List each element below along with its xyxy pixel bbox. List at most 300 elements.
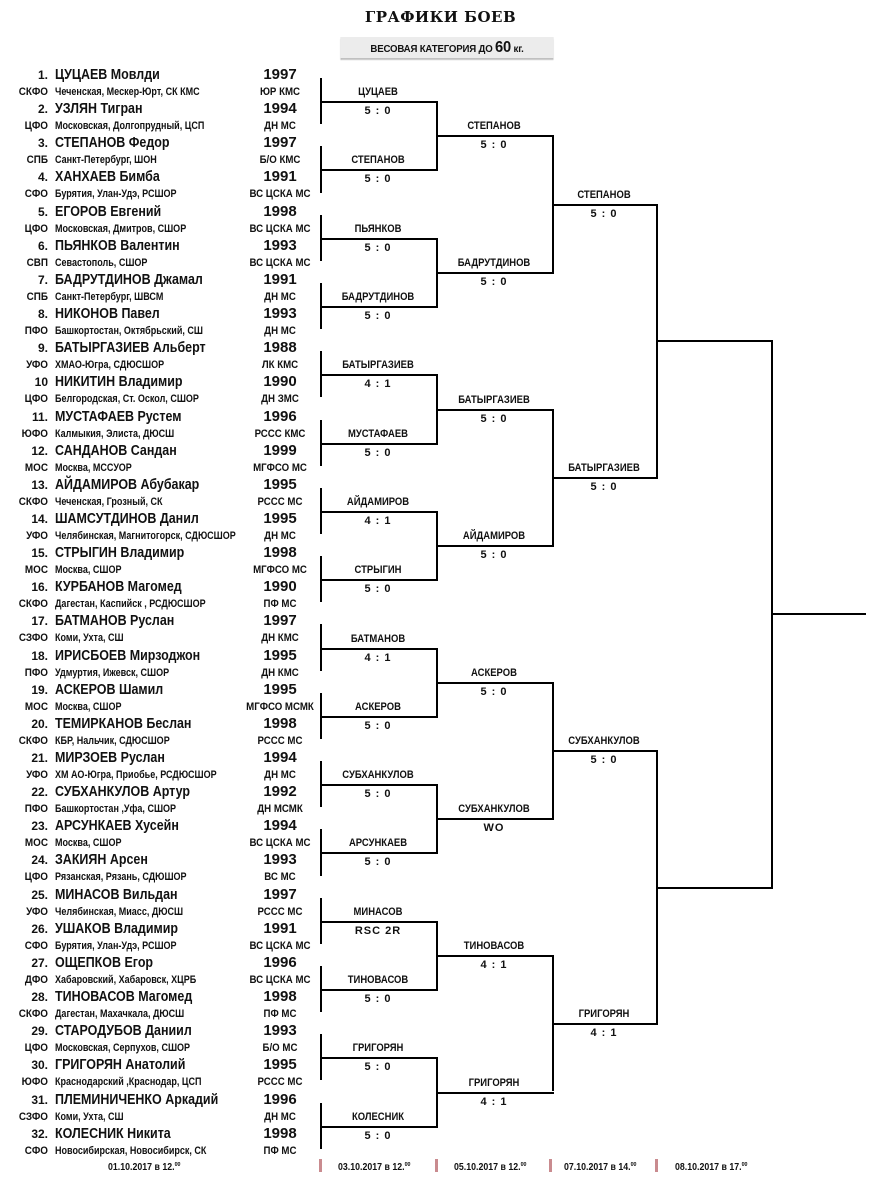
- bout-score-label: 5 : 0: [480, 275, 508, 288]
- date-round-3: 05.10.2017 в 12.00: [454, 1162, 527, 1173]
- fighter-rank: ДН КМС: [261, 632, 299, 645]
- fighter-name: НИКИТИН Владимир: [55, 374, 183, 391]
- fighter-number: 25.: [31, 887, 48, 902]
- fighter-federal-district: СФО: [24, 1144, 48, 1157]
- fighter-birth-year: 1999: [263, 441, 297, 459]
- date-separator: [435, 1159, 438, 1172]
- fighter-name: СТРЫГИН Владимир: [55, 545, 185, 562]
- date-round-5: 08.10.2017 в 17.00: [675, 1162, 748, 1173]
- bout-winner-label: АСКЕРОВ: [471, 666, 517, 679]
- fighter-row: [0, 511, 320, 545]
- bout-winner-label: МУСТАФАЕВ: [348, 427, 408, 440]
- fighter-birth-year: 1991: [263, 168, 297, 186]
- fighter-number: 2.: [37, 102, 48, 117]
- fighter-name: СУБХАНКУЛОВ Артур: [55, 784, 190, 801]
- fighter-name: ХАНХАЕВ Бимба: [55, 169, 160, 186]
- fighter-rank: ДН МС: [264, 290, 296, 303]
- bout-winner-label: КОЛЕСНИК: [351, 1110, 405, 1123]
- bout-winner-label: БАТЫРГАЗИЕВ: [342, 359, 414, 372]
- fighter-rank: МГФСО МС: [253, 461, 307, 474]
- fighter-row: [0, 238, 320, 272]
- fighter-rank: ДН МС: [264, 1110, 296, 1123]
- fighter-club: Чеченская, Грозный, СК: [55, 495, 163, 508]
- fighter-number: 18.: [31, 648, 48, 663]
- fighter-name: ЦУЦАЕВ Мовлди: [55, 67, 160, 83]
- fighter-number: 5.: [37, 204, 48, 219]
- bout-score-label: 5 : 0: [590, 754, 618, 766]
- fighter-row: [0, 818, 320, 852]
- fighter-rank: ДН МС: [264, 769, 296, 781]
- bout-winner-label: ПЬЯНКОВ: [354, 222, 402, 235]
- fighter-number: 30.: [31, 1058, 48, 1073]
- fighter-rank: Б/О КМС: [259, 154, 301, 167]
- fighter-rank: ПФ МС: [263, 1144, 297, 1157]
- bout-score-label: 5 : 0: [364, 583, 392, 596]
- fighter-birth-year: 1995: [263, 509, 297, 527]
- fighter-birth-year: 1993: [263, 1022, 297, 1040]
- fighter-number: 12.: [31, 443, 48, 458]
- fighter-row: [0, 477, 320, 511]
- fighter-rank: ЛК КМС: [261, 359, 299, 372]
- bout-score-label: 5 : 0: [480, 685, 508, 698]
- fighter-row: [0, 340, 320, 374]
- fighter-number: 1.: [37, 68, 48, 82]
- fighter-federal-district: СКФО: [18, 86, 48, 98]
- fighter-rank: ДН МС: [264, 529, 296, 542]
- fighter-birth-year: 1996: [263, 953, 297, 971]
- bout-winner-label: АСКЕРОВ: [355, 700, 401, 713]
- fighter-row: [0, 579, 320, 613]
- fighter-rank: ВС ЦСКА МС: [249, 837, 311, 850]
- fighter-federal-district: ПФО: [24, 325, 48, 338]
- fighter-club: Севастополь, СШОР: [55, 256, 148, 269]
- fighter-federal-district: СФО: [24, 188, 48, 201]
- fighter-name: ПЬЯНКОВ Валентин: [55, 237, 180, 254]
- fighter-name: МИНАСОВ Вильдан: [55, 886, 178, 903]
- fighter-number: 10: [34, 375, 48, 390]
- fighter-club: Челябинская, Миасс, ДЮСШ: [55, 905, 184, 918]
- fighter-row: [0, 1092, 320, 1126]
- fighter-birth-year: 1998: [263, 1124, 297, 1142]
- fighter-birth-year: 1990: [263, 373, 297, 391]
- fighter-name: АСКЕРОВ Шамил: [55, 681, 164, 698]
- fighter-club: Бурятия, Улан-Удэ, РСШОР: [55, 188, 177, 201]
- fighter-birth-year: 1996: [263, 407, 297, 425]
- fighter-rank: МГФСО МС: [253, 564, 307, 577]
- fighter-row: [0, 272, 320, 306]
- fighter-rank: ПФ МС: [263, 598, 297, 611]
- fighter-club: Московская, Дмитров, СШОР: [55, 222, 187, 235]
- fighter-birth-year: 1997: [263, 66, 297, 83]
- date-separator: [655, 1159, 658, 1172]
- bout-winner-label: АЙДАМИРОВ: [346, 495, 410, 508]
- fighter-club: Москва, МССУОР: [55, 461, 132, 474]
- date-round-1: 01.10.2017 в 12.00: [108, 1162, 181, 1173]
- fighter-name: ОЩЕПКОВ Егор: [55, 954, 154, 971]
- fighter-rank: ВС ЦСКА МС: [249, 973, 311, 986]
- fighter-federal-district: МОС: [24, 837, 48, 850]
- bracket-horizontal-line: [552, 477, 658, 479]
- fighter-name: ИРИСБОЕВ Мирзоджон: [55, 647, 201, 664]
- fighter-name: ПЛЕМИНИЧЕНКО Аркадий: [55, 1091, 219, 1108]
- fighter-number: 27.: [31, 955, 48, 970]
- fighter-row: [0, 169, 320, 203]
- bout-score-label: 4 : 1: [480, 1095, 508, 1108]
- fighter-federal-district: ЮФО: [21, 1076, 48, 1089]
- fighter-federal-district: СВП: [26, 256, 48, 269]
- bracket-horizontal-line: [771, 613, 866, 615]
- fighter-row: [0, 101, 320, 135]
- fighter-name: МИРЗОЕВ Руслан: [55, 750, 165, 766]
- fighter-rank: МГФСО МСМК: [246, 700, 314, 713]
- fighter-name: ЕГОРОВ Евгений: [55, 203, 162, 220]
- weight-category-banner: [340, 37, 553, 58]
- weight-category-prefix: ВЕСОВАЯ КАТЕГОРИЯ ДО: [370, 43, 493, 55]
- fighter-club: Новосибирская, Новосибирск, СК: [55, 1144, 207, 1157]
- fighter-row: [0, 750, 320, 784]
- bout-winner-label: БАТЫРГАЗИЕВ: [568, 461, 640, 474]
- bout-winner-label: ГРИГОРЯН: [578, 1008, 630, 1021]
- fighter-row: [0, 374, 320, 408]
- bout-score-label: 4 : 1: [590, 1027, 618, 1040]
- fighter-name: УШАКОВ Владимир: [55, 920, 179, 937]
- bout-winner-label: СТЕПАНОВ: [351, 154, 405, 167]
- fighter-name: ЗАКИЯН Арсен: [55, 852, 148, 869]
- fighter-federal-district: УФО: [26, 359, 48, 372]
- fighter-row: [0, 682, 320, 716]
- fighter-rank: ВС ЦСКА МС: [249, 222, 311, 235]
- fighter-number: 29.: [31, 1024, 48, 1039]
- fighter-name: ШАМСУТДИНОВ Данил: [55, 510, 199, 527]
- fighter-club: Башкортостан ,Уфа, СШОР: [55, 803, 177, 816]
- bout-winner-label: СТЕПАНОВ: [467, 120, 521, 133]
- fighter-birth-year: 1995: [263, 1056, 297, 1074]
- fighter-rank: ПФ МС: [263, 1008, 297, 1021]
- bout-score-label: 5 : 0: [364, 105, 392, 118]
- bout-winner-label: БАДРУТДИНОВ: [341, 291, 415, 304]
- bracket-horizontal-line: [320, 648, 438, 650]
- bout-winner-label: АРСУНКАЕВ: [348, 837, 408, 850]
- fighter-row: [0, 545, 320, 579]
- bracket-horizontal-line: [436, 135, 554, 137]
- fighter-name: МУСТАФАЕВ Рустем: [55, 408, 182, 425]
- fighter-rank: ВС МС: [264, 871, 296, 884]
- bout-winner-label: СУБХАНКУЛОВ: [342, 769, 414, 782]
- fighter-rank: РССС МС: [257, 1076, 303, 1089]
- fighter-number: 9.: [37, 341, 48, 356]
- fighter-club: Башкортостан, Октябрьский, СШ: [55, 325, 203, 338]
- bout-winner-label: ТИНОВАСОВ: [347, 974, 409, 987]
- fighter-name: АЙДАМИРОВ Абубакар: [55, 476, 200, 493]
- fighter-number: 26.: [31, 921, 48, 936]
- fighter-federal-district: МОС: [24, 564, 48, 577]
- fighter-name: НИКОНОВ Павел: [55, 306, 160, 323]
- bout-score-label: 5 : 0: [364, 173, 392, 186]
- bout-score-label: 5 : 0: [364, 1061, 392, 1074]
- bracket-horizontal-line: [320, 921, 438, 923]
- bout-score-label: 4 : 1: [364, 514, 392, 527]
- bracket-horizontal-line: [320, 306, 438, 308]
- fighter-row: [0, 989, 320, 1023]
- fighter-federal-district: ЦФО: [24, 393, 48, 406]
- bracket-horizontal-line: [320, 511, 438, 513]
- fighter-federal-district: ЦФО: [24, 222, 48, 235]
- fighter-federal-district: МОС: [24, 700, 48, 713]
- bout-winner-label: БАДРУТДИНОВ: [457, 256, 531, 269]
- fighter-birth-year: 1997: [263, 885, 297, 903]
- fighter-club: Хабаровский, Хабаровск, ХЦРБ: [55, 973, 197, 986]
- bracket-horizontal-line: [320, 1057, 438, 1059]
- fighter-number: 6.: [37, 238, 48, 253]
- bout-score-label: 5 : 0: [364, 719, 392, 732]
- fighter-club: Краснодарский ,Краснодар, ЦСП: [55, 1076, 202, 1089]
- fighter-club: Дагестан, Махачкала, ДЮСШ: [55, 1008, 185, 1021]
- fighter-name: БАТМАНОВ Руслан: [55, 613, 175, 630]
- fighter-number: 21.: [31, 751, 48, 765]
- fighter-number: 7.: [37, 272, 48, 287]
- fighter-number: 11.: [31, 409, 48, 424]
- fighter-federal-district: СПБ: [26, 290, 48, 303]
- fighter-club: Московская, Долгопрудный, ЦСП: [55, 120, 205, 133]
- fighter-row: [0, 921, 320, 955]
- fighter-number: 14.: [31, 511, 48, 526]
- fighter-name: АРСУНКАЕВ Хусейн: [55, 818, 179, 835]
- fighter-club: Чеченская, Мескер-Юрт, СК КМС: [55, 86, 200, 98]
- bout-score-label: 5 : 0: [364, 446, 392, 459]
- fighter-birth-year: 1993: [263, 305, 297, 323]
- fighter-federal-district: УФО: [26, 529, 48, 542]
- bracket-horizontal-line: [436, 955, 554, 957]
- fighter-birth-year: 1993: [263, 851, 297, 869]
- fighter-birth-year: 1991: [263, 919, 297, 937]
- fighter-number: 28.: [31, 990, 48, 1005]
- date-round-4: 07.10.2017 в 14.00: [564, 1162, 637, 1173]
- fighter-club: Удмуртия, Ижевск, СШОР: [55, 666, 170, 679]
- fighter-federal-district: УФО: [26, 769, 48, 781]
- fighter-federal-district: ДФО: [24, 973, 48, 986]
- fighter-number: 24.: [31, 853, 48, 868]
- fighter-federal-district: МОС: [24, 461, 48, 474]
- fighter-birth-year: 1998: [263, 544, 297, 562]
- bracket-horizontal-line: [552, 204, 658, 206]
- fighter-name: ГРИГОРЯН Анатолий: [55, 1057, 186, 1074]
- fighter-name: ТЕМИРКАНОВ Беслан: [55, 715, 192, 732]
- bout-score-label: 5 : 0: [590, 207, 618, 220]
- bracket-horizontal-line: [436, 818, 554, 820]
- fighter-row: [0, 1057, 320, 1091]
- fighter-number: 22.: [31, 785, 48, 800]
- bout-winner-label: БАТМАНОВ: [350, 632, 406, 645]
- fighter-row: [0, 443, 320, 477]
- bracket-horizontal-line: [436, 545, 554, 547]
- fighter-birth-year: 1998: [263, 988, 297, 1006]
- fighter-birth-year: 1995: [263, 646, 297, 664]
- fighter-rank: Б/О МС: [262, 1042, 298, 1055]
- fighter-federal-district: ПФО: [24, 803, 48, 816]
- bracket-horizontal-line: [656, 887, 773, 889]
- fighter-federal-district: СКФО: [18, 598, 48, 611]
- fighter-rank: РССС МС: [257, 495, 303, 508]
- bout-score-label: 5 : 0: [590, 480, 618, 493]
- fighter-federal-district: ПФО: [24, 666, 48, 679]
- fighter-federal-district: ЮФО: [21, 427, 48, 440]
- bout-score-label: 5 : 0: [364, 1129, 392, 1142]
- bout-winner-label: БАТЫРГАЗИЕВ: [458, 393, 530, 406]
- fighter-birth-year: 1994: [263, 100, 297, 118]
- fighter-rank: ВС ЦСКА МС: [249, 188, 311, 201]
- bout-score-label: 5 : 0: [364, 788, 392, 801]
- bracket-horizontal-line: [320, 716, 438, 718]
- fighter-club: Коми, Ухта, СШ: [55, 1110, 124, 1123]
- date-separator: [319, 1159, 322, 1172]
- fighter-federal-district: ЦФО: [24, 871, 48, 884]
- fighter-row: [0, 306, 320, 340]
- fighter-birth-year: 1991: [263, 270, 297, 288]
- fighter-federal-district: СКФО: [18, 734, 48, 747]
- bout-winner-label: СТРЫГИН: [354, 564, 402, 577]
- fighter-club: Санкт-Петербург, ШОН: [55, 154, 157, 167]
- bracket-horizontal-line: [656, 340, 773, 342]
- fighter-row: [0, 204, 320, 238]
- bracket-horizontal-line: [552, 1023, 658, 1025]
- bout-score-label: 5 : 0: [364, 856, 392, 869]
- fighter-rank: ДН МСМК: [257, 803, 303, 816]
- fighter-name: КУРБАНОВ Магомед: [55, 579, 182, 596]
- bracket-horizontal-line: [552, 750, 658, 752]
- fighter-name: БАТЫРГАЗИЕВ Альберт: [55, 340, 206, 357]
- fighter-number: 32.: [31, 1126, 48, 1141]
- fighter-birth-year: 1990: [263, 578, 297, 596]
- bout-score-label: 5 : 0: [480, 412, 508, 425]
- weight-category-value: 60: [495, 39, 512, 56]
- bout-score-label: 4 : 1: [364, 378, 392, 391]
- fighter-federal-district: СЗФО: [18, 632, 48, 645]
- bout-winner-label: СУБХАНКУЛОВ: [458, 803, 530, 816]
- fighter-row: [0, 1126, 320, 1160]
- fighter-birth-year: 1996: [263, 1090, 297, 1108]
- fighter-number: 19.: [31, 682, 48, 697]
- fighter-number: 8.: [37, 307, 48, 322]
- bracket-horizontal-line: [436, 272, 554, 274]
- fighter-rank: ЮР КМС: [259, 86, 301, 98]
- fighter-federal-district: СПБ: [26, 154, 48, 167]
- fighter-birth-year: 1992: [263, 783, 297, 801]
- weight-category-unit: кг.: [513, 43, 524, 55]
- fighter-row: [0, 784, 320, 818]
- fighter-club: Санкт-Петербург, ШВСМ: [55, 290, 164, 303]
- fighter-club: ХМ АО-Югра, Приобье, РСДЮСШОР: [55, 769, 217, 781]
- fighter-row: [0, 67, 320, 101]
- fighter-rank: ДН МС: [264, 120, 296, 133]
- fighter-federal-district: ЦФО: [24, 1042, 48, 1055]
- fighter-club: Челябинская, Магнитогорск, СДЮСШОР: [55, 529, 236, 542]
- fighter-row: [0, 648, 320, 682]
- bracket-horizontal-line: [320, 1126, 438, 1128]
- fighter-federal-district: ЦФО: [24, 120, 48, 133]
- fighter-row: [0, 409, 320, 443]
- fighter-rank: РССС МС: [257, 905, 303, 918]
- bracket-horizontal-line: [320, 579, 438, 581]
- bracket-horizontal-line: [320, 374, 438, 376]
- fighter-row: [0, 955, 320, 989]
- bracket-horizontal-line: [436, 1092, 554, 1094]
- fighter-club: Белгородская, Ст. Оскол, СШОР: [55, 393, 199, 406]
- fighter-federal-district: СКФО: [18, 1008, 48, 1021]
- bout-score-label: 5 : 0: [480, 139, 508, 152]
- fighter-club: Москва, СШОР: [55, 564, 122, 577]
- bout-score-label: 5 : 0: [364, 241, 392, 254]
- bout-winner-label: СТЕПАНОВ: [577, 188, 631, 201]
- date-separator: [549, 1159, 552, 1172]
- fighter-name: КОЛЕСНИК Никита: [55, 1125, 171, 1142]
- fighter-club: Дагестан, Каспийск , РСДЮСШОР: [55, 598, 206, 611]
- fighter-federal-district: СКФО: [18, 495, 48, 508]
- bout-score-label: 5 : 0: [364, 310, 392, 323]
- fighter-club: Бурятия, Улан-Удэ, РСШОР: [55, 939, 177, 952]
- fighter-row: [0, 887, 320, 921]
- bracket-horizontal-line: [320, 101, 438, 103]
- fighter-rank: ДН ЗМС: [261, 393, 299, 406]
- fighter-birth-year: 1988: [263, 339, 297, 357]
- bout-winner-label: ГРИГОРЯН: [352, 1042, 404, 1055]
- fighter-number: 3.: [37, 136, 48, 151]
- fighter-number: 15.: [31, 546, 48, 561]
- fighter-birth-year: 1998: [263, 202, 297, 220]
- fighter-club: Москва, СШОР: [55, 700, 122, 713]
- bout-score-label: RSC 2R: [354, 924, 402, 937]
- fighter-row: [0, 135, 320, 169]
- fighter-rank: ДН МС: [264, 325, 296, 338]
- fighter-number: 31.: [31, 1092, 48, 1107]
- fighter-club: Московская, Серпухов, СШОР: [55, 1042, 191, 1055]
- fighter-club: КБР, Нальчик, СДЮСШОР: [55, 734, 170, 747]
- fighter-row: [0, 1023, 320, 1057]
- fighter-federal-district: СЗФО: [18, 1110, 48, 1123]
- fighter-birth-year: 1998: [263, 714, 297, 732]
- fighter-federal-district: СФО: [24, 939, 48, 952]
- bout-score-label: WO: [483, 822, 505, 835]
- fighter-club: Москва, СШОР: [55, 837, 122, 850]
- fighter-number: 23.: [31, 819, 48, 834]
- fighter-row: [0, 852, 320, 886]
- fighter-name: САНДАНОВ Сандан: [55, 442, 177, 459]
- fighter-birth-year: 1995: [263, 475, 297, 493]
- fighter-birth-year: 1997: [263, 612, 297, 630]
- bout-score-label: 5 : 0: [480, 549, 508, 562]
- bout-winner-label: ТИНОВАСОВ: [463, 939, 525, 952]
- fighter-birth-year: 1995: [263, 680, 297, 698]
- bout-score-label: 4 : 1: [364, 651, 392, 664]
- fighter-number: 16.: [31, 580, 48, 595]
- bout-score-label: 5 : 0: [364, 993, 392, 1006]
- bout-score-label: 4 : 1: [480, 958, 508, 971]
- fighter-birth-year: 1997: [263, 134, 297, 152]
- bout-winner-label: СУБХАНКУЛОВ: [568, 735, 640, 747]
- bout-winner-label: МИНАСОВ: [353, 905, 403, 918]
- date-round-2: 03.10.2017 в 12.00: [338, 1162, 411, 1173]
- bracket-horizontal-line: [320, 989, 438, 991]
- bout-winner-label: АЙДАМИРОВ: [462, 530, 526, 543]
- fighter-name: ТИНОВАСОВ Магомед: [55, 989, 193, 1006]
- fighter-name: УЗЛЯН Тигран: [55, 101, 143, 118]
- bracket-horizontal-line: [320, 443, 438, 445]
- bracket-horizontal-line: [320, 238, 438, 240]
- fighter-birth-year: 1994: [263, 749, 297, 766]
- fighter-number: 4.: [37, 170, 48, 185]
- bracket-horizontal-line: [320, 169, 438, 171]
- bracket-horizontal-line: [320, 784, 438, 786]
- fighter-club: Коми, Ухта, СШ: [55, 632, 124, 645]
